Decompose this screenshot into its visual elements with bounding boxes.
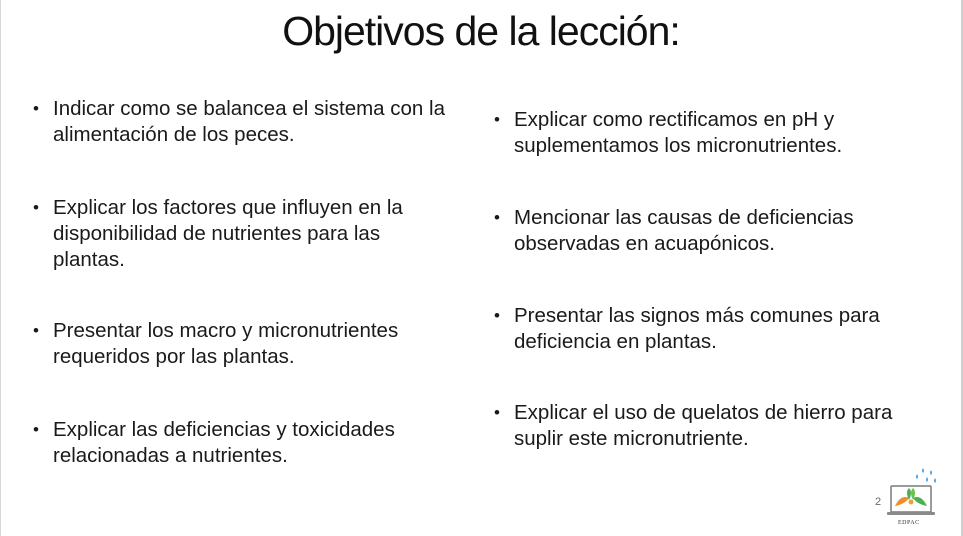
objective-item (494, 303, 934, 355)
slide-title: Objetivos de la lección: (282, 8, 680, 54)
objective-item (33, 318, 453, 370)
bullet-icon: • (494, 208, 500, 227)
objective-item (33, 96, 453, 148)
bullet-icon: • (494, 403, 500, 422)
page-number: 2 (875, 496, 882, 508)
objective-item (494, 107, 934, 159)
logo-label: EDPAC (898, 520, 920, 526)
bullet-icon: • (494, 110, 500, 129)
objective-text: Indicar como se balancea el sistema con la alimentación de los peces. (53, 97, 445, 146)
objective-item (33, 417, 453, 469)
bullet-icon: • (33, 321, 39, 340)
objective-text: Presentar los macro y micronutrientes requeridos por las plantas. (53, 319, 399, 368)
objective-text: Explicar como rectificamos en pH y suplementamos los micronutrientes. (514, 108, 843, 157)
objective-item (33, 195, 453, 273)
objective-text: Presentar las signos más comunes para deficiencia en plantas. (514, 304, 880, 353)
objective-text: Mencionar las causas de deficiencias observadas en acuapónicos. (514, 206, 854, 255)
edpac-logo-icon (871, 466, 941, 526)
objective-text: Explicar los factores que influyen en la disponibilidad de nutrientes para las plantas. (53, 196, 403, 271)
objective-item (494, 400, 934, 452)
bullet-icon: • (494, 306, 500, 325)
objective-text: Explicar las deficiencias y toxicidades relacionadas a nutrientes. (53, 418, 395, 467)
bullet-icon: • (33, 198, 39, 217)
bullet-icon: • (33, 420, 39, 439)
objective-text: Explicar el uso de quelatos de hierro para suplir este micronutriente. (514, 401, 893, 450)
objective-item (494, 205, 934, 257)
bullet-icon: • (33, 99, 39, 118)
